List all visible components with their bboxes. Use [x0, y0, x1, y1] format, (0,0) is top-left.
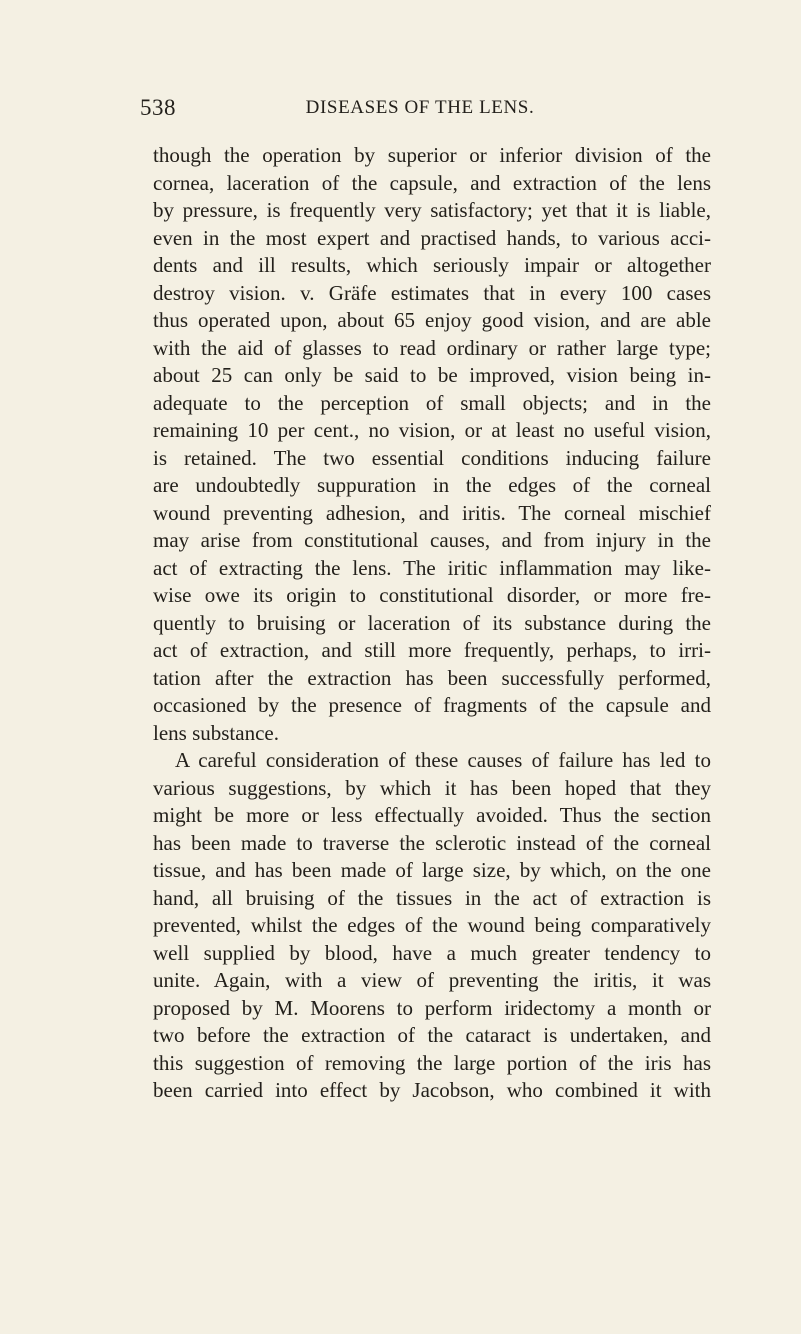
text-line: thus operated upon, about 65 enjoy good vision, and are able — [153, 308, 711, 332]
text-line: destroy vision. v. Gräfe estimates that in every 100 cases — [153, 280, 711, 305]
text-line: hand, all bruising of the tissues in the act of extraction is — [153, 885, 711, 910]
text-line: remaining 10 per cent., no vision, or at least no useful vision, — [153, 418, 711, 442]
text-line: wound preventing adhesion, and iritis. The corneal mischief — [153, 500, 711, 525]
page-number: 538 — [140, 95, 176, 120]
text-line: tissue, and has been made of large size, by which, on the one — [153, 858, 711, 882]
running-head: DISEASES OF THE LENS. — [305, 97, 535, 118]
text-line: well supplied by blood, have a much greater tendency to — [153, 940, 711, 965]
text-line: tation after the extraction has been successfully performed, — [153, 665, 711, 690]
text-line: adequate to the perception of small objects; and in the — [153, 390, 711, 415]
text-line: occasioned by the presence of fragments of the capsule and — [153, 693, 711, 717]
text-line: has been made to traverse the sclerotic instead of the corneal — [153, 830, 711, 855]
text-line: act of extraction, and still more frequently, perhaps, to irri- — [153, 638, 711, 662]
text-line: may arise from constitutional causes, and from injury in the — [153, 528, 711, 552]
text-line: even in the most expert and practised hands, to various acci- — [153, 225, 711, 250]
text-line: proposed by M. Moorens to perform iridectomy a month or — [153, 995, 711, 1020]
text-line: might be more or less effectually avoided. Thus the section — [153, 803, 711, 827]
text-line: lens substance. — [153, 720, 279, 745]
text-line: about 25 can only be said to be improved, vision being in- — [153, 363, 711, 387]
text-line: is retained. The two essential conditions inducing failure — [153, 445, 711, 470]
text-line: with the aid of glasses to read ordinary or rather large type; — [153, 335, 711, 360]
text-line: quently to bruising or laceration of its substance during the — [153, 610, 711, 635]
page-header — [140, 95, 700, 125]
text-line: are undoubtedly suppuration in the edges of the corneal — [153, 473, 711, 497]
text-line: various suggestions, by which it has been hoped that they — [153, 775, 711, 800]
text-line: though the operation by superior or inferior division of the — [153, 143, 711, 167]
text-line: dents and ill results, which seriously impair or altogether — [153, 253, 711, 277]
text-line: wise owe its origin to constitutional disorder, or more fre- — [153, 583, 711, 607]
text-line: A careful consideration of these causes of failure has led to — [175, 748, 711, 772]
body-text — [153, 142, 711, 1105]
text-line: cornea, laceration of the capsule, and extraction of the lens — [153, 170, 711, 195]
text-line: by pressure, is frequently very satisfactory; yet that it is liable, — [153, 198, 711, 222]
text-line: two before the extraction of the cataract is undertaken, and — [153, 1023, 711, 1047]
text-line: prevented, whilst the edges of the wound being comparatively — [153, 913, 711, 937]
text-line: this suggestion of removing the large portion of the iris has — [153, 1050, 711, 1075]
text-line: act of extracting the lens. The iritic inflammation may like- — [153, 555, 711, 580]
text-line: unite. Again, with a view of preventing the iritis, it was — [153, 968, 711, 992]
text-line: been carried into effect by Jacobson, who combined it with — [153, 1078, 711, 1102]
